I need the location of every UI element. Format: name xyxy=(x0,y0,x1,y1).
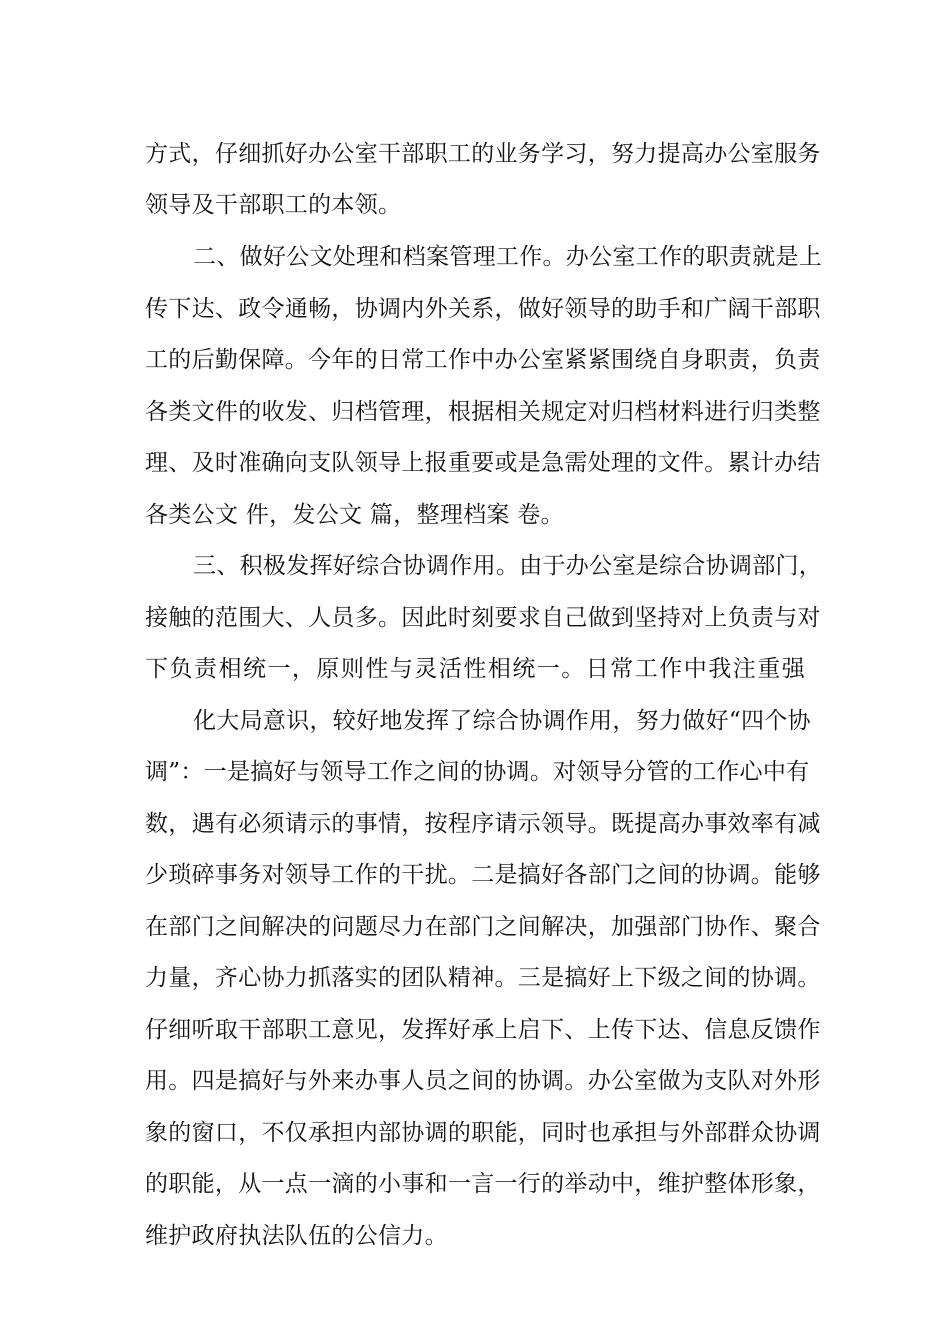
text-line-12: 化大局意识，较好地发挥了综合协调作用，努力做好“四个协 xyxy=(193,708,811,734)
text-line-2: 领导及干部职工的本领。 xyxy=(145,192,402,218)
text-line-6: 各类文件的收发、归档管理，根据相关规定对归档材料进行归类整 xyxy=(145,399,821,425)
text-line-18: 仔细听取干部职工意见，发挥好承上启下、上传下达、信息反馈作 xyxy=(145,1017,821,1043)
text-line-11: 下负责相统一，原则性与灵活性相统一。日常工作中我注重强 xyxy=(145,656,805,682)
text-line-22: 维护政府执法队伍的公信力。 xyxy=(145,1223,448,1249)
text-line-15: 少琐碎事务对领导工作的干扰。二是搞好各部门之间的协调。能够 xyxy=(145,862,821,888)
text-line-14: 数，遇有必须请示的事情，按程序请示领导。既提高办事效率有减 xyxy=(145,811,821,837)
text-line-17: 力量，齐心协力抓落实的团队精神。三是搞好上下级之间的协调。 xyxy=(145,965,821,991)
text-line-16: 在部门之间解决的问题尽力在部门之间解决，加强部门协作、聚合 xyxy=(145,914,821,940)
text-line-7: 理、及时准确向支队领导上报重要或是急需处理的文件。累计办结 xyxy=(145,450,821,476)
text-line-19: 用。四是搞好与外来办事人员之间的协调。办公室做为支队对外形 xyxy=(145,1068,821,1094)
text-line-20: 象的窗口，不仅承担内部协调的职能，同时也承担与外部群众协调 xyxy=(145,1120,821,1146)
text-line-10: 接触的范围大、人员多。因此时刻要求自己做到坚持对上负责与对 xyxy=(145,605,821,631)
text-line-3: 二、做好公文处理和档案管理工作。办公室工作的职责就是上 xyxy=(193,244,823,270)
text-line-4: 传下达、政令通畅，协调内外关系，做好领导的助手和广阔干部职 xyxy=(145,296,821,322)
text-line-9: 三、积极发挥好综合协调作用。由于办公室是综合协调部门， xyxy=(193,553,823,579)
text-line-1: 方式，仔细抓好办公室干部职工的业务学习，努力提高办公室服务 xyxy=(145,141,821,167)
text-line-8: 各类公文 件，发公文 篇，整理档案 卷。 xyxy=(145,502,564,528)
text-line-21: 的职能，从一点一滴的小事和一言一行的举动中，维护整体形象， xyxy=(145,1171,821,1197)
text-line-5: 工的后勤保障。今年的日常工作中办公室紧紧围绕自身职责，负责 xyxy=(145,347,821,373)
text-line-13: 调”：一是搞好与领导工作之间的协调。对领导分管的工作心中有 xyxy=(145,759,810,785)
